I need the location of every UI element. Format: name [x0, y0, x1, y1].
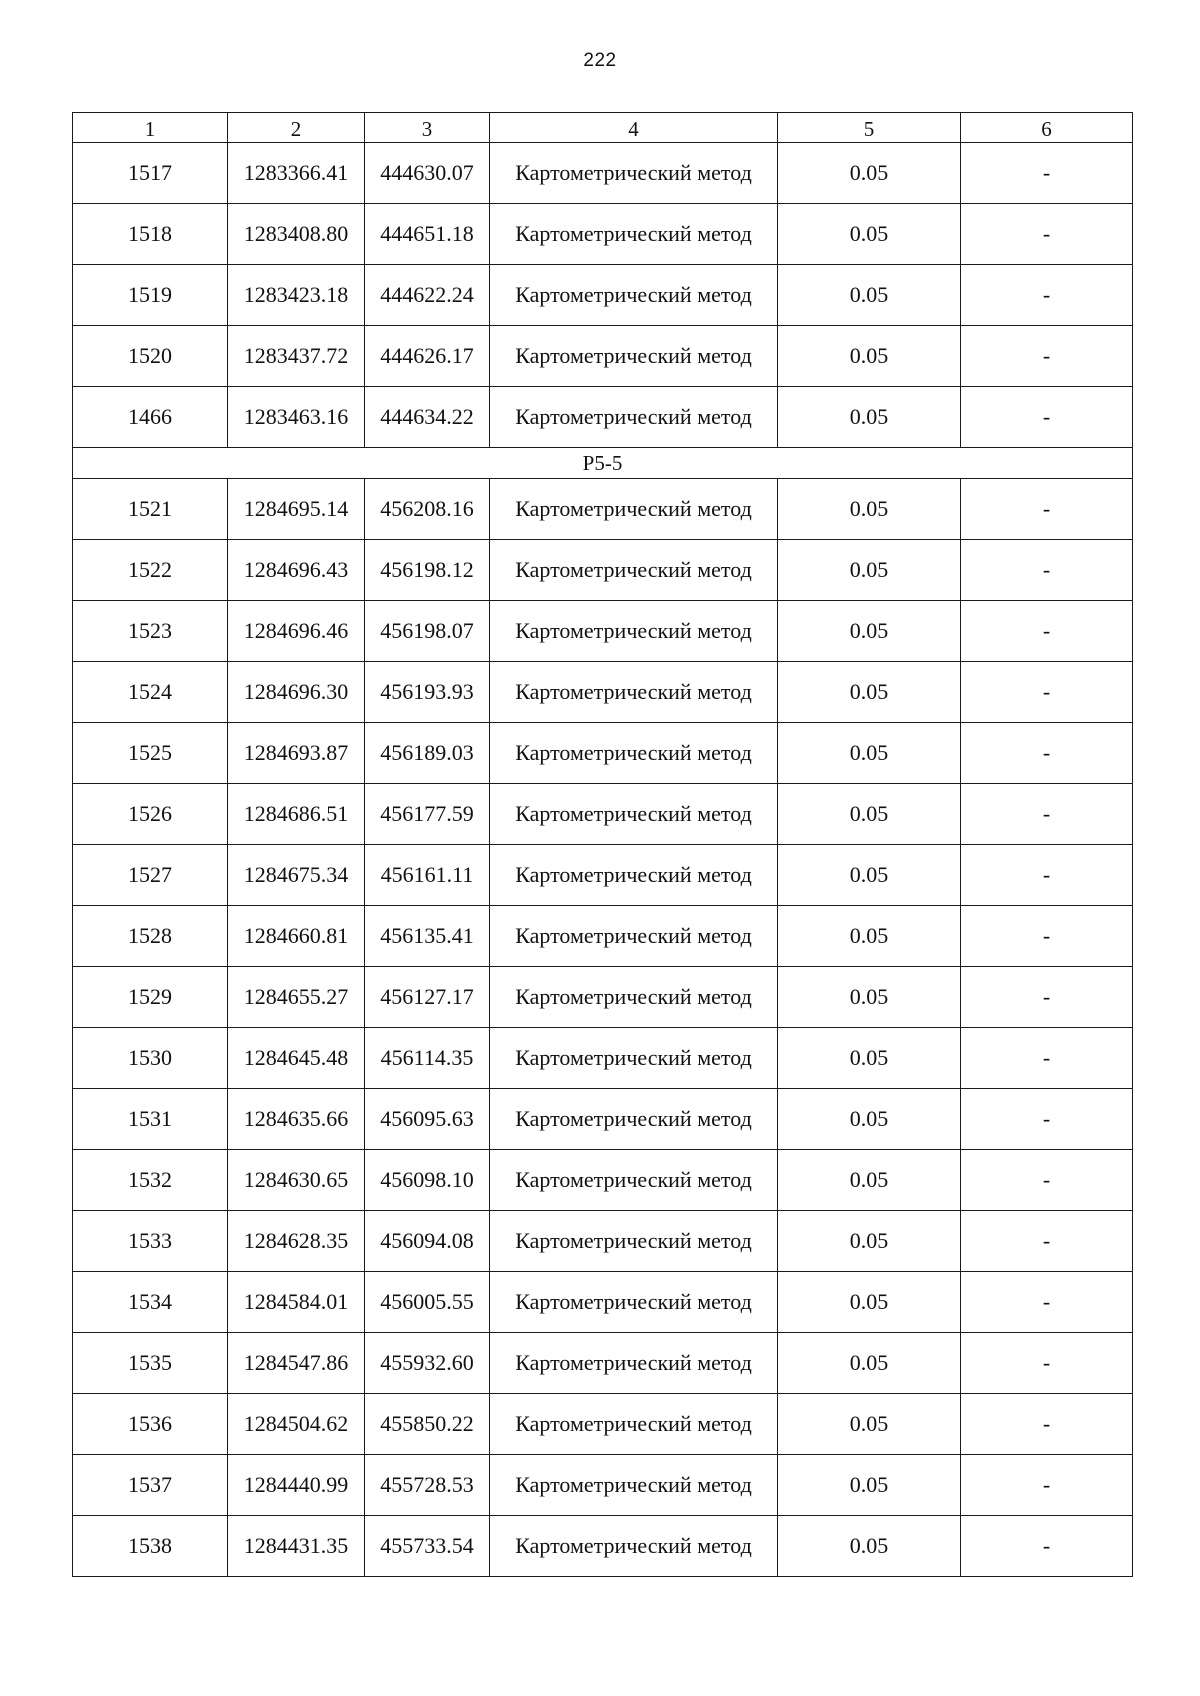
cell-method: Картометрический метод	[490, 1150, 778, 1211]
cell-note: -	[961, 540, 1133, 601]
cell-coordinate-y: 456208.16	[365, 479, 490, 540]
cell-method: Картометрический метод	[490, 1272, 778, 1333]
cell-accuracy: 0.05	[778, 662, 961, 723]
cell-note: -	[961, 1455, 1133, 1516]
cell-coordinate-x: 1284660.81	[228, 906, 365, 967]
cell-method: Картометрический метод	[490, 1516, 778, 1577]
column-header: 6	[961, 113, 1133, 143]
page-number: 222	[583, 50, 617, 71]
cell-method: Картометрический метод	[490, 662, 778, 723]
cell-point-number: 1524	[73, 662, 228, 723]
cell-note: -	[961, 845, 1133, 906]
cell-method: Картометрический метод	[490, 1211, 778, 1272]
cell-coordinate-x: 1283437.72	[228, 326, 365, 387]
cell-coordinate-y: 444651.18	[365, 204, 490, 265]
cell-method: Картометрический метод	[490, 326, 778, 387]
table-row	[73, 662, 1133, 723]
cell-accuracy: 0.05	[778, 143, 961, 204]
cell-method: Картометрический метод	[490, 387, 778, 448]
cell-point-number: 1534	[73, 1272, 228, 1333]
cell-note: -	[961, 1089, 1133, 1150]
cell-method: Картометрический метод	[490, 1455, 778, 1516]
cell-coordinate-y: 444622.24	[365, 265, 490, 326]
table-row	[73, 1516, 1133, 1577]
table-row	[73, 204, 1133, 265]
cell-coordinate-y: 456098.10	[365, 1150, 490, 1211]
cell-accuracy: 0.05	[778, 601, 961, 662]
cell-method: Картометрический метод	[490, 1333, 778, 1394]
cell-point-number: 1522	[73, 540, 228, 601]
cell-coordinate-x: 1284696.30	[228, 662, 365, 723]
column-header: 3	[365, 113, 490, 143]
cell-method: Картометрический метод	[490, 906, 778, 967]
cell-note: -	[961, 204, 1133, 265]
cell-accuracy: 0.05	[778, 387, 961, 448]
cell-coordinate-y: 456114.35	[365, 1028, 490, 1089]
cell-coordinate-y: 455850.22	[365, 1394, 490, 1455]
cell-point-number: 1529	[73, 967, 228, 1028]
cell-accuracy: 0.05	[778, 1394, 961, 1455]
table-row	[73, 1211, 1133, 1272]
table-body	[73, 113, 1133, 1577]
cell-coordinate-y: 456198.07	[365, 601, 490, 662]
table-row	[73, 1028, 1133, 1089]
cell-accuracy: 0.05	[778, 204, 961, 265]
cell-coordinate-y: 456177.59	[365, 784, 490, 845]
cell-accuracy: 0.05	[778, 967, 961, 1028]
cell-coordinate-x: 1284431.35	[228, 1516, 365, 1577]
cell-note: -	[961, 1516, 1133, 1577]
cell-note: -	[961, 1272, 1133, 1333]
cell-accuracy: 0.05	[778, 784, 961, 845]
table-row	[73, 326, 1133, 387]
cell-method: Картометрический метод	[490, 723, 778, 784]
cell-coordinate-y: 456094.08	[365, 1211, 490, 1272]
cell-note: -	[961, 143, 1133, 204]
cell-note: -	[961, 479, 1133, 540]
table-row	[73, 601, 1133, 662]
cell-note: -	[961, 601, 1133, 662]
cell-accuracy: 0.05	[778, 723, 961, 784]
cell-point-number: 1531	[73, 1089, 228, 1150]
cell-method: Картометрический метод	[490, 967, 778, 1028]
cell-note: -	[961, 723, 1133, 784]
cell-coordinate-y: 444630.07	[365, 143, 490, 204]
cell-coordinate-x: 1283423.18	[228, 265, 365, 326]
cell-accuracy: 0.05	[778, 479, 961, 540]
cell-accuracy: 0.05	[778, 1333, 961, 1394]
cell-coordinate-x: 1284628.35	[228, 1211, 365, 1272]
cell-coordinate-x: 1284504.62	[228, 1394, 365, 1455]
cell-method: Картометрический метод	[490, 1028, 778, 1089]
cell-coordinate-x: 1283408.80	[228, 204, 365, 265]
header-row	[73, 113, 1133, 143]
cell-coordinate-x: 1284695.14	[228, 479, 365, 540]
table-row	[73, 723, 1133, 784]
cell-point-number: 1523	[73, 601, 228, 662]
cell-coordinate-x: 1284686.51	[228, 784, 365, 845]
cell-point-number: 1535	[73, 1333, 228, 1394]
cell-note: -	[961, 387, 1133, 448]
cell-point-number: 1528	[73, 906, 228, 967]
column-header: 4	[490, 113, 778, 143]
cell-point-number: 1520	[73, 326, 228, 387]
cell-method: Картометрический метод	[490, 1394, 778, 1455]
table-row	[73, 143, 1133, 204]
cell-note: -	[961, 1211, 1133, 1272]
column-header: 1	[73, 113, 228, 143]
table-row	[73, 387, 1133, 448]
cell-accuracy: 0.05	[778, 1455, 961, 1516]
table-row	[73, 845, 1133, 906]
cell-coordinate-y: 444626.17	[365, 326, 490, 387]
cell-note: -	[961, 1150, 1133, 1211]
cell-accuracy: 0.05	[778, 1028, 961, 1089]
cell-note: -	[961, 784, 1133, 845]
cell-point-number: 1525	[73, 723, 228, 784]
cell-note: -	[961, 906, 1133, 967]
cell-coordinate-x: 1284693.87	[228, 723, 365, 784]
table-row	[73, 1333, 1133, 1394]
column-header: 2	[228, 113, 365, 143]
cell-accuracy: 0.05	[778, 1211, 961, 1272]
cell-point-number: 1536	[73, 1394, 228, 1455]
cell-note: -	[961, 1394, 1133, 1455]
table-row	[73, 1089, 1133, 1150]
cell-point-number: 1537	[73, 1455, 228, 1516]
cell-coordinate-x: 1284630.65	[228, 1150, 365, 1211]
cell-accuracy: 0.05	[778, 1150, 961, 1211]
table-row	[73, 540, 1133, 601]
table-row	[73, 479, 1133, 540]
cell-note: -	[961, 1333, 1133, 1394]
cell-method: Картометрический метод	[490, 784, 778, 845]
cell-coordinate-y: 456127.17	[365, 967, 490, 1028]
cell-coordinate-x: 1284584.01	[228, 1272, 365, 1333]
cell-accuracy: 0.05	[778, 845, 961, 906]
cell-method: Картометрический метод	[490, 845, 778, 906]
cell-method: Картометрический метод	[490, 265, 778, 326]
table-row	[73, 967, 1133, 1028]
cell-point-number: 1527	[73, 845, 228, 906]
cell-point-number: 1532	[73, 1150, 228, 1211]
cell-coordinate-y: 456135.41	[365, 906, 490, 967]
cell-note: -	[961, 967, 1133, 1028]
cell-accuracy: 0.05	[778, 1089, 961, 1150]
table-row	[73, 1150, 1133, 1211]
cell-method: Картометрический метод	[490, 204, 778, 265]
cell-note: -	[961, 326, 1133, 387]
table-row	[73, 1394, 1133, 1455]
cell-point-number: 1526	[73, 784, 228, 845]
cell-note: -	[961, 662, 1133, 723]
table-row	[73, 784, 1133, 845]
cell-coordinate-y: 444634.22	[365, 387, 490, 448]
cell-method: Картометрический метод	[490, 601, 778, 662]
cell-coordinate-x: 1284696.43	[228, 540, 365, 601]
cell-coordinate-x: 1284547.86	[228, 1333, 365, 1394]
cell-coordinate-x: 1284696.46	[228, 601, 365, 662]
cell-point-number: 1466	[73, 387, 228, 448]
cell-coordinate-y: 456005.55	[365, 1272, 490, 1333]
cell-method: Картометрический метод	[490, 479, 778, 540]
table-row	[73, 1272, 1133, 1333]
cell-accuracy: 0.05	[778, 1516, 961, 1577]
cell-coordinate-x: 1284645.48	[228, 1028, 365, 1089]
cell-point-number: 1538	[73, 1516, 228, 1577]
cell-coordinate-y: 455728.53	[365, 1455, 490, 1516]
cell-coordinate-x: 1284635.66	[228, 1089, 365, 1150]
cell-point-number: 1517	[73, 143, 228, 204]
cell-point-number: 1519	[73, 265, 228, 326]
table-row	[73, 265, 1133, 326]
cell-coordinate-y: 456161.11	[365, 845, 490, 906]
cell-point-number: 1533	[73, 1211, 228, 1272]
cell-note: -	[961, 1028, 1133, 1089]
cell-accuracy: 0.05	[778, 1272, 961, 1333]
cell-note: -	[961, 265, 1133, 326]
cell-accuracy: 0.05	[778, 265, 961, 326]
section-title: P5-5	[73, 448, 1133, 479]
cell-coordinate-y: 455733.54	[365, 1516, 490, 1577]
table-row	[73, 906, 1133, 967]
cell-coordinate-x: 1283463.16	[228, 387, 365, 448]
cell-coordinate-x: 1284675.34	[228, 845, 365, 906]
section-row	[73, 448, 1133, 479]
cell-point-number: 1518	[73, 204, 228, 265]
table-row	[73, 1455, 1133, 1516]
cell-point-number: 1530	[73, 1028, 228, 1089]
cell-coordinate-y: 456198.12	[365, 540, 490, 601]
cell-coordinate-y: 456095.63	[365, 1089, 490, 1150]
cell-coordinate-y: 456193.93	[365, 662, 490, 723]
cell-method: Картометрический метод	[490, 1089, 778, 1150]
cell-coordinate-x: 1284655.27	[228, 967, 365, 1028]
coordinates-table	[72, 112, 1133, 1577]
cell-accuracy: 0.05	[778, 326, 961, 387]
cell-coordinate-x: 1283366.41	[228, 143, 365, 204]
cell-accuracy: 0.05	[778, 906, 961, 967]
cell-method: Картометрический метод	[490, 143, 778, 204]
cell-coordinate-y: 455932.60	[365, 1333, 490, 1394]
cell-coordinate-y: 456189.03	[365, 723, 490, 784]
cell-coordinate-x: 1284440.99	[228, 1455, 365, 1516]
column-header: 5	[778, 113, 961, 143]
cell-point-number: 1521	[73, 479, 228, 540]
cell-accuracy: 0.05	[778, 540, 961, 601]
cell-method: Картометрический метод	[490, 540, 778, 601]
